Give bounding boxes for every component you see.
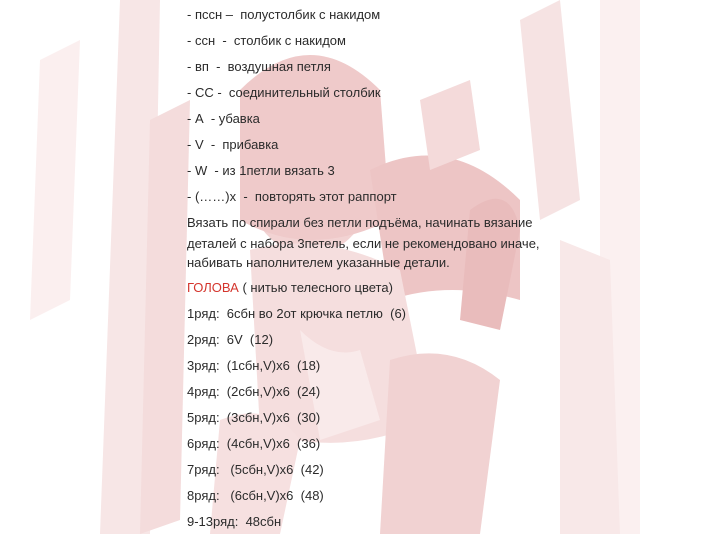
row-instruction: 3ряд: (1сбн,V)х6 (18) [187,358,321,373]
section-title: ГОЛОВА [187,280,239,295]
row-instruction: 9-13ряд: 48сбн [187,514,282,529]
legend-item: - ссн - столбик с накидом [187,33,346,48]
legend-item: - W - из 1петли вязать 3 [187,163,335,178]
row-instruction: 5ряд: (3сбн,V)х6 (30) [187,410,321,425]
row-instruction: 7ряд: (5сбн,V)х6 (42) [187,462,324,477]
instruction-line: Вязать по спирали без петли подъёма, начинать вязание [187,215,533,230]
legend-item: - вп - воздушная петля [187,59,331,74]
legend-item: - СС - соединительный столбик [187,85,381,100]
row-instruction: 4ряд: (2сбн,V)х6 (24) [187,384,321,399]
legend-item: - пссн – полустолбик с накидом [187,7,381,22]
legend-item: - А - убавка [187,111,260,126]
legend-item: - V - прибавка [187,137,279,152]
row-instruction: 6ряд: (4сбн,V)х6 (36) [187,436,321,451]
instruction-line: деталей с набора 3петель, если не рекомендовано иначе, [187,236,540,251]
section-heading [187,280,393,296]
row-instruction: 1ряд: 6сбн во 2от крючка петлю (6) [187,306,407,321]
section-subtitle: ( нитью телесного цвета) [238,280,393,295]
row-instruction: 8ряд: (6сбн,V)х6 (48) [187,488,324,503]
legend-item: - (……)х - повторять этот раппорт [187,189,397,204]
instruction-line: набивать наполнителем указанные детали. [187,255,450,270]
row-instruction: 2ряд: 6V (12) [187,332,274,347]
